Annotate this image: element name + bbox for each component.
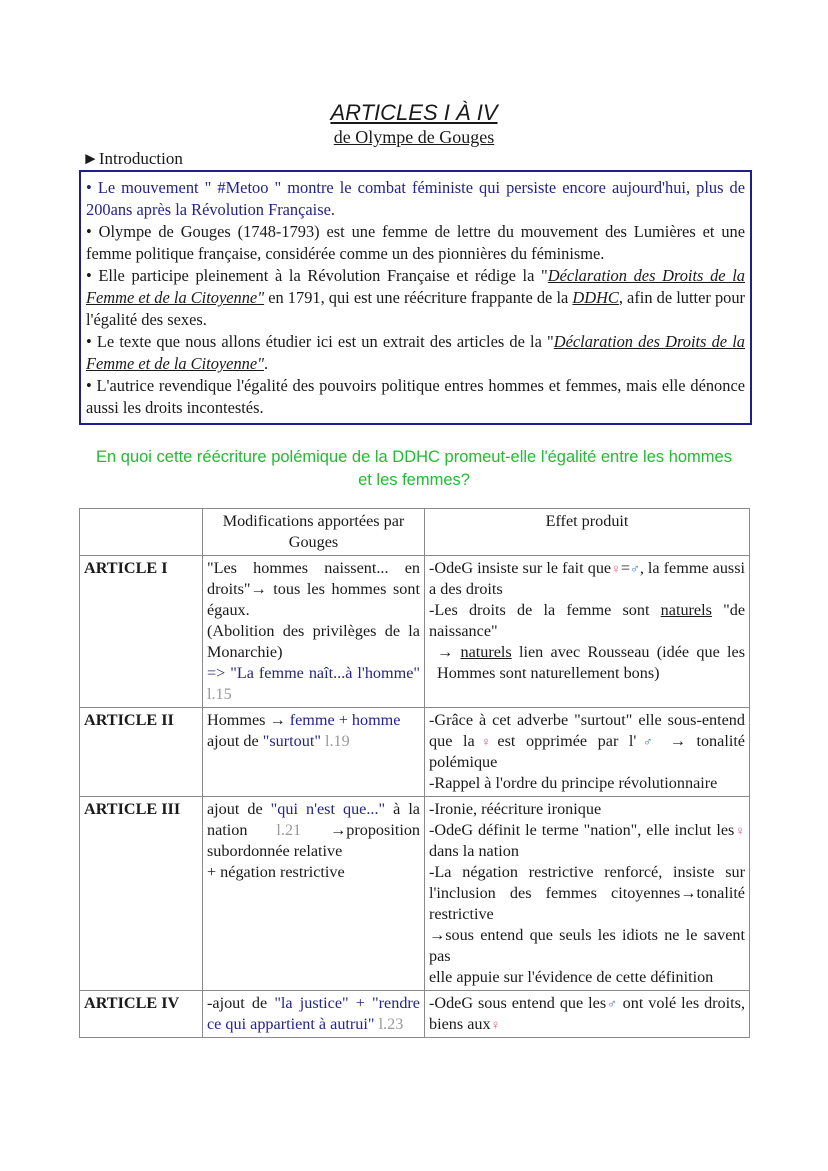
intro-paragraph-3 — [86, 265, 745, 331]
line-reference: l.23 — [374, 1015, 404, 1033]
effect-text: lien avec Rousseau (idée que les Hommes sont naturellement bons) — [437, 643, 745, 682]
modification-text: "Les hommes naissent... en droits"→ tous les hommes sont égaux. — [207, 559, 420, 619]
effect-text: → — [437, 643, 461, 661]
intro-p4-text: • Le texte que nous allons étudier ici est un extrait des articles de la " — [86, 332, 554, 351]
effect-text: -Ironie, réécriture ironique — [429, 800, 602, 818]
effect-cell — [425, 708, 750, 797]
effect-text: -La négation restrictive renforcé, insiste sur l'inclusion des femmes citoyennes→tonalité restrictive — [429, 863, 745, 923]
quote-text: "la justice" + "rendre ce qui appartient à autrui" — [207, 994, 420, 1033]
intro-box — [79, 170, 752, 425]
table-row — [80, 991, 750, 1038]
article-label: ARTICLE I — [80, 556, 203, 708]
effect-text: -Grâce à cet adverbe "surtout" elle sous-entend que la — [429, 711, 745, 750]
effect-text: = — [620, 559, 631, 577]
effect-text: -OdeG définit le terme "nation", elle inclut les — [429, 821, 735, 839]
declaration-title: Déclaration des Droits de la Femme et de la Citoyenne" — [86, 332, 745, 373]
line-reference: l.15 — [207, 685, 232, 703]
female-symbol-icon: ♀ — [490, 1017, 501, 1032]
document-title: ARTICLES I À IV — [330, 100, 498, 125]
article-label: ARTICLE III — [80, 797, 203, 991]
modification-text: (Abolition des privilèges de la Monarchie) — [207, 622, 420, 661]
intro-paragraph-5: • L'autrice revendique l'égalité des pouvoirs politique entres hommes et femmes, mais elle dénonce aussi les droits incontestés. — [86, 376, 745, 417]
intro-p3-text: • Elle participe pleinement à la Révolution Française et rédige la " — [86, 266, 548, 285]
modification-text: ajout de — [207, 800, 271, 818]
modification-text: Hommes → — [207, 711, 290, 729]
modification-cell — [203, 556, 425, 708]
modification-text: ajout de — [207, 732, 263, 750]
modification-text: →proposition subordonnée relative — [207, 821, 421, 860]
effect-text: dans la nation — [429, 842, 519, 860]
modification-text: -ajout de — [207, 994, 275, 1012]
intro-p4-text-2: . — [264, 354, 269, 373]
table-header-modifications: Modifications apportées par Gouges — [203, 509, 425, 556]
modification-text: + négation restrictive — [207, 863, 345, 881]
line-reference: l.21 — [247, 821, 302, 839]
female-symbol-icon: ♀ — [474, 734, 498, 749]
table-row — [80, 797, 750, 991]
effect-text: -Rappel à l'ordre du principe révolutionnaire — [429, 774, 718, 792]
modification-cell — [203, 797, 425, 991]
quote-text: => "La femme naît...à l'homme" — [207, 664, 420, 682]
female-symbol-icon: ♀ — [734, 823, 746, 838]
table-header-row — [80, 509, 750, 556]
male-symbol-icon: ♂ — [636, 734, 660, 749]
problematic-question: En quoi cette réécriture polémique de la DDHC promeut-elle l'égalité entre les hommes et les femmes? — [96, 448, 732, 489]
effect-cell — [425, 797, 750, 991]
table-header-empty — [80, 509, 203, 556]
table-row — [80, 556, 750, 708]
quote-text: femme + homme — [289, 711, 401, 729]
underlined-word: naturels — [460, 643, 512, 661]
declaration-title: Déclaration des Droits de la Femme et de la Citoyenne" — [86, 266, 745, 307]
line-reference: l.19 — [320, 732, 350, 750]
effect-text: elle appuie sur l'évidence de cette définition — [429, 968, 714, 986]
effect-text: est opprimée par l' — [497, 732, 637, 750]
table-row — [80, 708, 750, 797]
effect-text: → tonalité polémique — [429, 732, 745, 771]
female-symbol-icon: ♀ — [611, 561, 621, 576]
modification-cell — [203, 708, 425, 797]
intro-paragraph-1: • Le mouvement " #Metoo " montre le combat féministe qui persiste encore aujourd'hui, plus de 200ans après la Révolution Française. — [86, 178, 745, 219]
quote-text: "surtout" — [262, 732, 321, 750]
intro-paragraph-2: • Olympe de Gouges (1748-1793) est une femme de lettre du mouvement des Lumières et une femme politique française, considérée comme un des pionnières du féminisme. — [86, 222, 745, 263]
effect-text: -OdeG insiste sur le fait que — [429, 559, 612, 577]
ddhc-abbreviation: DDHC — [572, 288, 619, 307]
effect-text: "de naissance" — [429, 601, 745, 640]
intro-paragraph-4 — [86, 331, 745, 375]
article-label: ARTICLE IV — [80, 991, 203, 1038]
table-header-effect: Effet produit — [425, 509, 750, 556]
effect-text: -OdeG sous entend que les — [429, 994, 607, 1012]
effect-text: , la femme aussi a des droits — [429, 559, 746, 598]
modification-cell — [203, 991, 425, 1038]
effect-text: -Les droits de la femme sont — [429, 601, 661, 619]
intro-heading: ►Introduction — [82, 149, 183, 168]
underlined-word: naturels — [660, 601, 712, 619]
effect-cell — [425, 556, 750, 708]
document-subtitle: de Olympe de Gouges — [333, 127, 495, 147]
effect-text: ont volé les droits, biens aux — [429, 994, 745, 1033]
intro-p3-text-2: en 1791, qui est une réécriture frappante de la — [264, 288, 573, 307]
article-label: ARTICLE II — [80, 708, 203, 797]
effect-text: →sous entend que seuls les idiots ne le savent pas — [429, 926, 745, 965]
male-symbol-icon: ♂ — [630, 561, 640, 576]
modification-text: à la nation — [207, 800, 420, 839]
effect-cell — [425, 991, 750, 1038]
intro-p3-text-3: , afin de lutter pour l'égalité des sexes. — [86, 288, 745, 329]
quote-text: "qui n'est que..." — [270, 800, 386, 818]
analysis-table — [79, 508, 750, 1038]
male-symbol-icon: ♂ — [606, 996, 618, 1011]
